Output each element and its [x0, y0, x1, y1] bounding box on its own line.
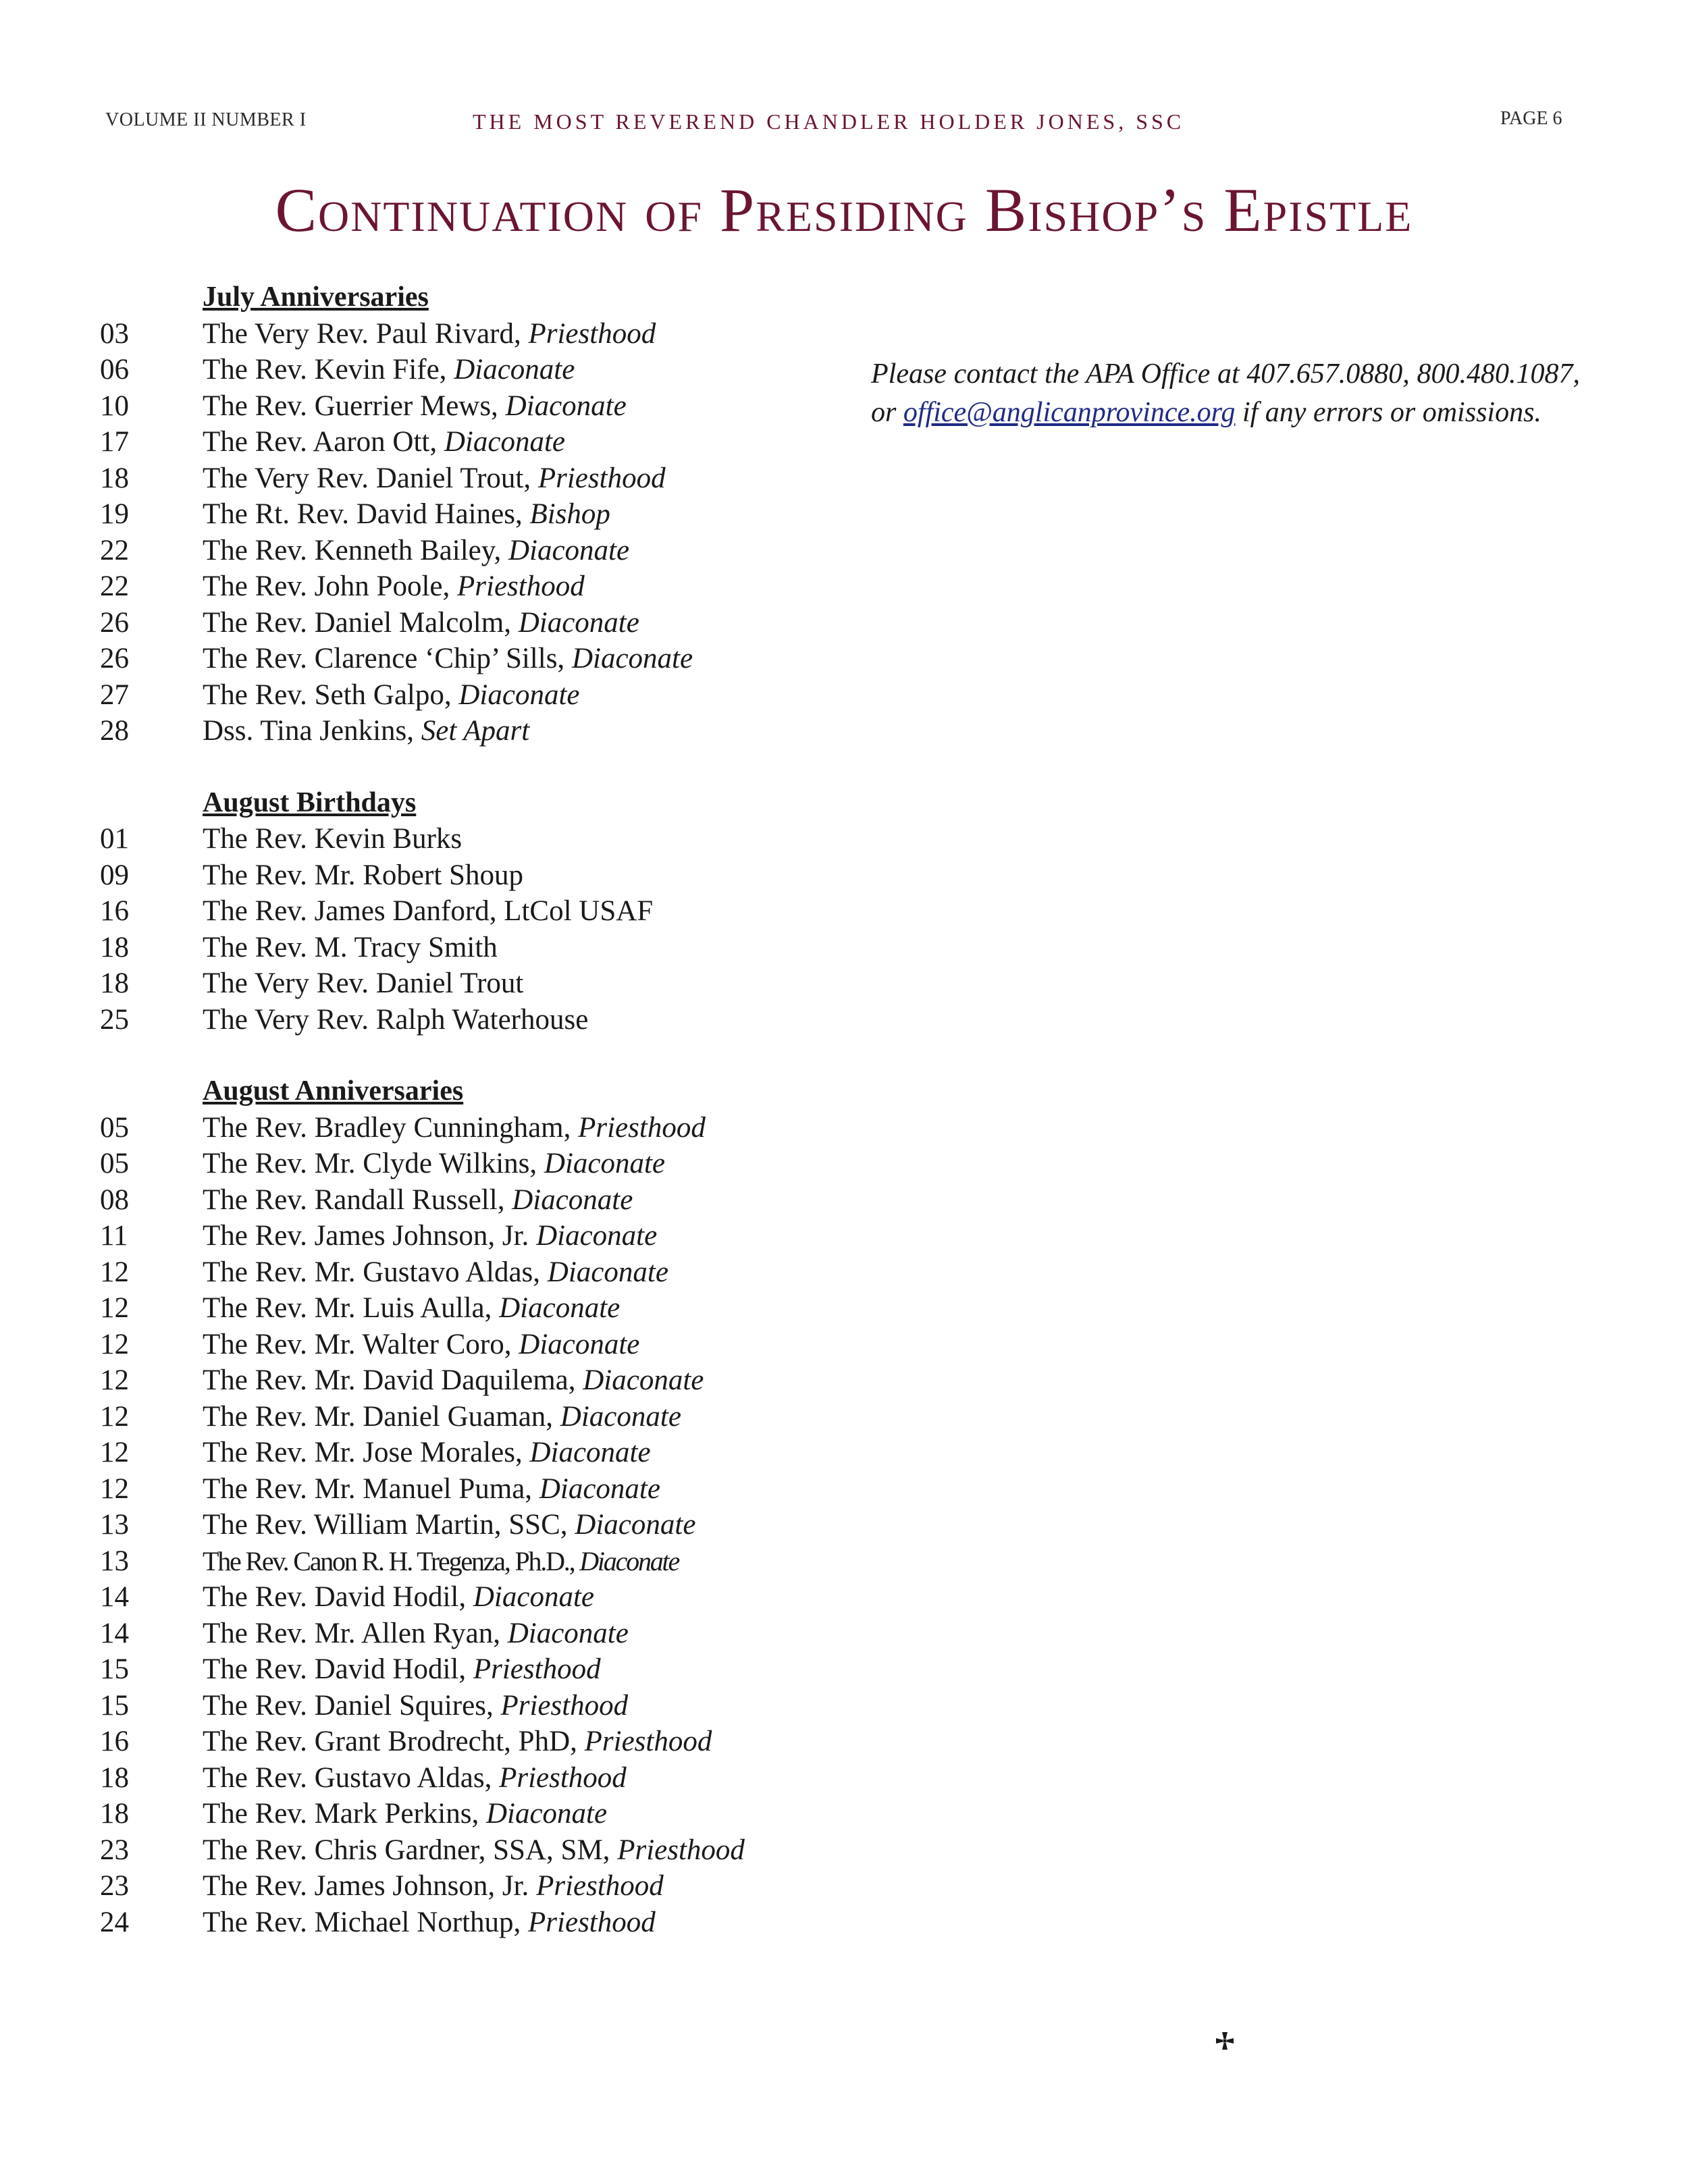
item-name [203, 460, 666, 497]
item-name [203, 1290, 620, 1327]
item-name-text: The Rev. Clarence ‘Chip’ Sills, [203, 643, 572, 674]
item-date: 18 [100, 1798, 129, 1830]
item-name [203, 893, 653, 930]
list-item [100, 1254, 843, 1291]
page-title: Continuation of Presiding Bishop’s Epistle [275, 176, 1413, 244]
item-name-text: The Very Rev. Daniel Trout [203, 967, 524, 999]
item-date: 12 [100, 1400, 129, 1433]
item-name-text: The Rev. David Hodil, [203, 1653, 473, 1685]
item-name-text: The Rev. Kenneth Bailey, [203, 534, 508, 566]
item-role: Set Apart [421, 715, 530, 747]
item-date: 22 [100, 534, 129, 566]
item-name [203, 1471, 660, 1508]
list-item [100, 713, 843, 749]
list-item [100, 1724, 843, 1760]
list-item [100, 1002, 843, 1038]
item-date: 12 [100, 1256, 129, 1288]
item-name [203, 1688, 628, 1724]
item-name [203, 1543, 679, 1580]
list-item [100, 1616, 843, 1652]
item-name [203, 1327, 639, 1363]
item-name-text: The Rev. James Danford, LtCol USAF [203, 895, 654, 927]
item-date: 09 [100, 859, 129, 891]
item-name [203, 1362, 704, 1399]
item-date: 14 [100, 1581, 129, 1613]
item-name-text: The Rev. Mr. Clyde Wilkins, [203, 1148, 544, 1179]
item-name [203, 965, 523, 1002]
item-name [203, 388, 627, 425]
item-name [203, 1435, 651, 1471]
item-date: 06 [100, 354, 129, 385]
item-role: Priesthood [500, 1689, 629, 1722]
item-role: Diaconate [458, 678, 580, 711]
item-name-text: The Rev. Seth Galpo, [203, 678, 459, 711]
list-item [100, 352, 843, 388]
item-name [203, 533, 629, 569]
item-name-text: The Very Rev. Daniel Trout, [203, 462, 538, 494]
item-name [203, 1254, 668, 1291]
item-role: Diaconate [579, 1545, 679, 1576]
list-item [100, 677, 843, 714]
item-date: 05 [100, 1148, 129, 1179]
item-name [203, 1399, 681, 1435]
cross-pattee-icon [1215, 2031, 1235, 2051]
item-role: Diaconate [583, 1364, 704, 1396]
list-item [100, 533, 843, 569]
list-item [100, 1760, 843, 1796]
item-name-text: The Rev. James Johnson, Jr. [203, 1870, 537, 1902]
item-date: 18 [100, 967, 129, 999]
item-name-text: The Rev. Daniel Squires, [203, 1689, 501, 1722]
item-name [203, 821, 462, 857]
item-name-text: The Rev. Chris Gardner, SSA, SM, [203, 1834, 618, 1866]
list-item [100, 1688, 843, 1724]
list-item [100, 821, 843, 857]
item-date: 15 [100, 1689, 129, 1722]
item-name-text: The Rev. Michael Northup, [203, 1906, 529, 1938]
list-item [100, 460, 843, 497]
item-name [203, 1110, 706, 1146]
item-name-text: The Rev. William Martin, SSC, [203, 1509, 575, 1541]
newsletter-title: THE MOST REVEREND CHANDLER HOLDER JONES, SSC [473, 109, 1185, 134]
item-role: Priesthood [457, 570, 585, 602]
item-name [203, 568, 585, 605]
list-item [100, 965, 843, 1002]
item-name [203, 1218, 657, 1254]
item-date: 13 [100, 1545, 129, 1577]
item-name-text: The Rev. Mr. Allen Ryan, [203, 1617, 508, 1649]
item-date: 25 [100, 1003, 129, 1036]
item-date: 23 [100, 1870, 129, 1902]
item-date: 19 [100, 498, 129, 530]
item-name-text: The Rev. Kevin Fife, [203, 354, 454, 385]
item-role: Diaconate [505, 390, 627, 422]
anniversary-lists [100, 279, 843, 1976]
item-date: 26 [100, 606, 129, 639]
item-name [203, 1616, 629, 1652]
list-section [100, 279, 843, 749]
item-role: Diaconate [560, 1400, 681, 1433]
item-name [203, 1507, 695, 1543]
list-item [100, 1832, 843, 1869]
item-role: Diaconate [529, 1437, 651, 1468]
item-name-text: The Rev. James Johnson, Jr. [203, 1220, 537, 1252]
item-name-text: The Rev. Aaron Ott, [203, 426, 444, 458]
item-role: Diaconate [485, 1798, 608, 1830]
item-name-text: The Rev. Mr. Daniel Guaman, [203, 1400, 560, 1433]
item-role: Diaconate [512, 1183, 633, 1216]
item-date: 22 [100, 570, 129, 602]
item-name-text: The Rev. Canon R. H. Tregenza, Ph.D., [203, 1545, 580, 1576]
item-date: 01 [100, 823, 129, 855]
contact-note [871, 355, 1580, 432]
item-name-text: The Very Rev. Ralph Waterhouse [203, 1003, 589, 1036]
item-name-text: The Rev. Mr. Walter Coro, [203, 1328, 519, 1360]
item-name-text: The Rev. Mr. Manuel Puma, [203, 1472, 539, 1505]
item-name-text: The Rev. Kevin Burks [203, 823, 463, 855]
item-date: 14 [100, 1617, 129, 1649]
item-date: 23 [100, 1834, 129, 1866]
item-name [203, 1832, 745, 1869]
item-name [203, 316, 656, 352]
section-title: August Birthdays [203, 787, 417, 818]
item-date: 18 [100, 1761, 129, 1794]
list-item [100, 1579, 843, 1616]
list-item [100, 641, 843, 677]
item-date: 12 [100, 1328, 129, 1360]
item-name [203, 1796, 607, 1832]
item-name [203, 930, 498, 966]
item-role: Priesthood [617, 1834, 745, 1866]
list-item [100, 316, 843, 352]
item-name-text: Dss. Tina Jenkins, [203, 715, 421, 747]
contact-note-text-end: if any errors or omissions. [1235, 397, 1541, 428]
item-role: Diaconate [539, 1472, 660, 1505]
item-role: Diaconate [518, 606, 639, 639]
item-role: Bishop [529, 498, 610, 530]
list-item [100, 424, 843, 460]
list-item [100, 1543, 843, 1580]
item-role: Diaconate [508, 534, 630, 566]
list-item [100, 1435, 843, 1471]
item-name-text: The Rev. Grant Brodrecht, PhD, [203, 1726, 585, 1757]
item-name [203, 1868, 664, 1905]
volume-label: VOLUME II NUMBER I [105, 109, 307, 130]
item-role: Diaconate [473, 1581, 594, 1613]
item-name-text: The Rev. Mr. Robert Shoup [203, 859, 523, 891]
item-name-text: The Rev. Mr. Jose Morales, [203, 1437, 530, 1468]
list-item [100, 1182, 843, 1219]
item-name-text: The Rev. Mr. Gustavo Aldas, [203, 1256, 548, 1288]
item-date: 15 [100, 1653, 129, 1685]
list-item [100, 1327, 843, 1363]
list-item [100, 1796, 843, 1832]
item-date: 24 [100, 1906, 129, 1938]
list-item [100, 1471, 843, 1508]
item-role: Priesthood [528, 317, 656, 350]
item-name [203, 713, 529, 749]
list-item [100, 1868, 843, 1905]
item-name-text: The Rev. David Hodil, [203, 1581, 473, 1613]
contact-note-text: Please contact the APA Office at 407.657.0880, 800.480.1087, or [871, 358, 1580, 428]
item-date: 17 [100, 426, 129, 458]
item-name-text: The Rev. Mr. Luis Aulla, [203, 1292, 500, 1324]
item-role: Diaconate [499, 1292, 621, 1324]
email-link[interactable]: office@anglicanprovince.org [903, 397, 1236, 428]
item-name-text: The Rev. Gustavo Aldas, [203, 1761, 500, 1794]
list-item [100, 1651, 843, 1688]
list-item [100, 496, 843, 533]
item-name-text: The Rev. Bradley Cunningham, [203, 1111, 579, 1144]
list-item [100, 1290, 843, 1327]
item-role: Diaconate [507, 1617, 629, 1649]
list-item [100, 930, 843, 966]
item-name-text: The Rev. Randall Russell, [203, 1183, 512, 1216]
item-role: Priesthood [578, 1111, 706, 1144]
item-name-text: The Rev. Mr. David Daquilema, [203, 1364, 583, 1396]
item-name [203, 605, 639, 641]
list-item [100, 1399, 843, 1435]
item-name [203, 677, 579, 714]
item-date: 16 [100, 1726, 129, 1757]
item-name-text: The Rev. John Poole, [203, 570, 458, 602]
section-title: July Anniversaries [203, 282, 429, 313]
item-name [203, 1182, 633, 1219]
item-name [203, 1760, 627, 1796]
list-item [100, 1146, 843, 1182]
item-role: Priesthood [473, 1653, 601, 1685]
item-role: Diaconate [536, 1220, 658, 1252]
item-role: Diaconate [454, 354, 575, 385]
item-date: 16 [100, 895, 129, 927]
item-date: 28 [100, 715, 129, 747]
item-date: 10 [100, 390, 129, 422]
item-name [203, 1002, 588, 1038]
list-item [100, 1905, 843, 1941]
item-name [203, 1724, 712, 1760]
item-role: Priesthood [537, 462, 666, 494]
item-role: Priesthood [584, 1726, 712, 1757]
item-name-text: The Rev. Mark Perkins, [203, 1798, 486, 1830]
item-date: 26 [100, 643, 129, 674]
list-item [100, 1218, 843, 1254]
item-date: 18 [100, 462, 129, 494]
item-role: Diaconate [547, 1256, 668, 1288]
item-name-text: The Rev. Guerrier Mews, [203, 390, 506, 422]
list-section [100, 785, 843, 1038]
item-role: Priesthood [528, 1906, 656, 1938]
item-name [203, 496, 610, 533]
item-name [203, 641, 693, 677]
item-date: 03 [100, 317, 129, 350]
section-title: August Anniversaries [203, 1075, 464, 1107]
item-role: Diaconate [544, 1148, 666, 1179]
item-date: 12 [100, 1364, 129, 1396]
item-name-text: The Rev. Daniel Malcolm, [203, 606, 519, 639]
item-date: 11 [100, 1220, 128, 1252]
item-role: Priesthood [536, 1870, 664, 1902]
item-name [203, 352, 575, 388]
list-item [100, 857, 843, 894]
item-role: Priesthood [499, 1761, 627, 1794]
item-date: 05 [100, 1111, 129, 1144]
item-role: Diaconate [571, 643, 693, 674]
item-name [203, 1146, 665, 1182]
item-name [203, 1651, 601, 1688]
item-name [203, 1579, 594, 1616]
item-date: 08 [100, 1183, 129, 1216]
list-item [100, 1362, 843, 1399]
item-name-text: The Rt. Rev. David Haines, [203, 498, 530, 530]
item-name [203, 424, 565, 460]
list-item [100, 605, 843, 641]
item-date: 12 [100, 1292, 129, 1324]
item-role: Diaconate [575, 1509, 696, 1541]
item-name-text: The Very Rev. Paul Rivard, [203, 317, 529, 350]
page-number: PAGE 6 [1500, 108, 1562, 129]
list-item [100, 1110, 843, 1146]
item-role: Diaconate [519, 1328, 640, 1360]
list-section [100, 1073, 843, 1940]
item-role: Diaconate [444, 426, 565, 458]
item-name [203, 1905, 656, 1941]
list-item [100, 388, 843, 425]
item-date: 12 [100, 1437, 129, 1468]
item-name-text: The Rev. M. Tracy Smith [203, 931, 498, 963]
item-date: 13 [100, 1509, 129, 1541]
list-item [100, 568, 843, 605]
item-date: 27 [100, 678, 129, 711]
list-item [100, 893, 843, 930]
item-date: 12 [100, 1472, 129, 1505]
list-item [100, 1507, 843, 1543]
item-date: 18 [100, 931, 129, 963]
item-name [203, 857, 523, 894]
